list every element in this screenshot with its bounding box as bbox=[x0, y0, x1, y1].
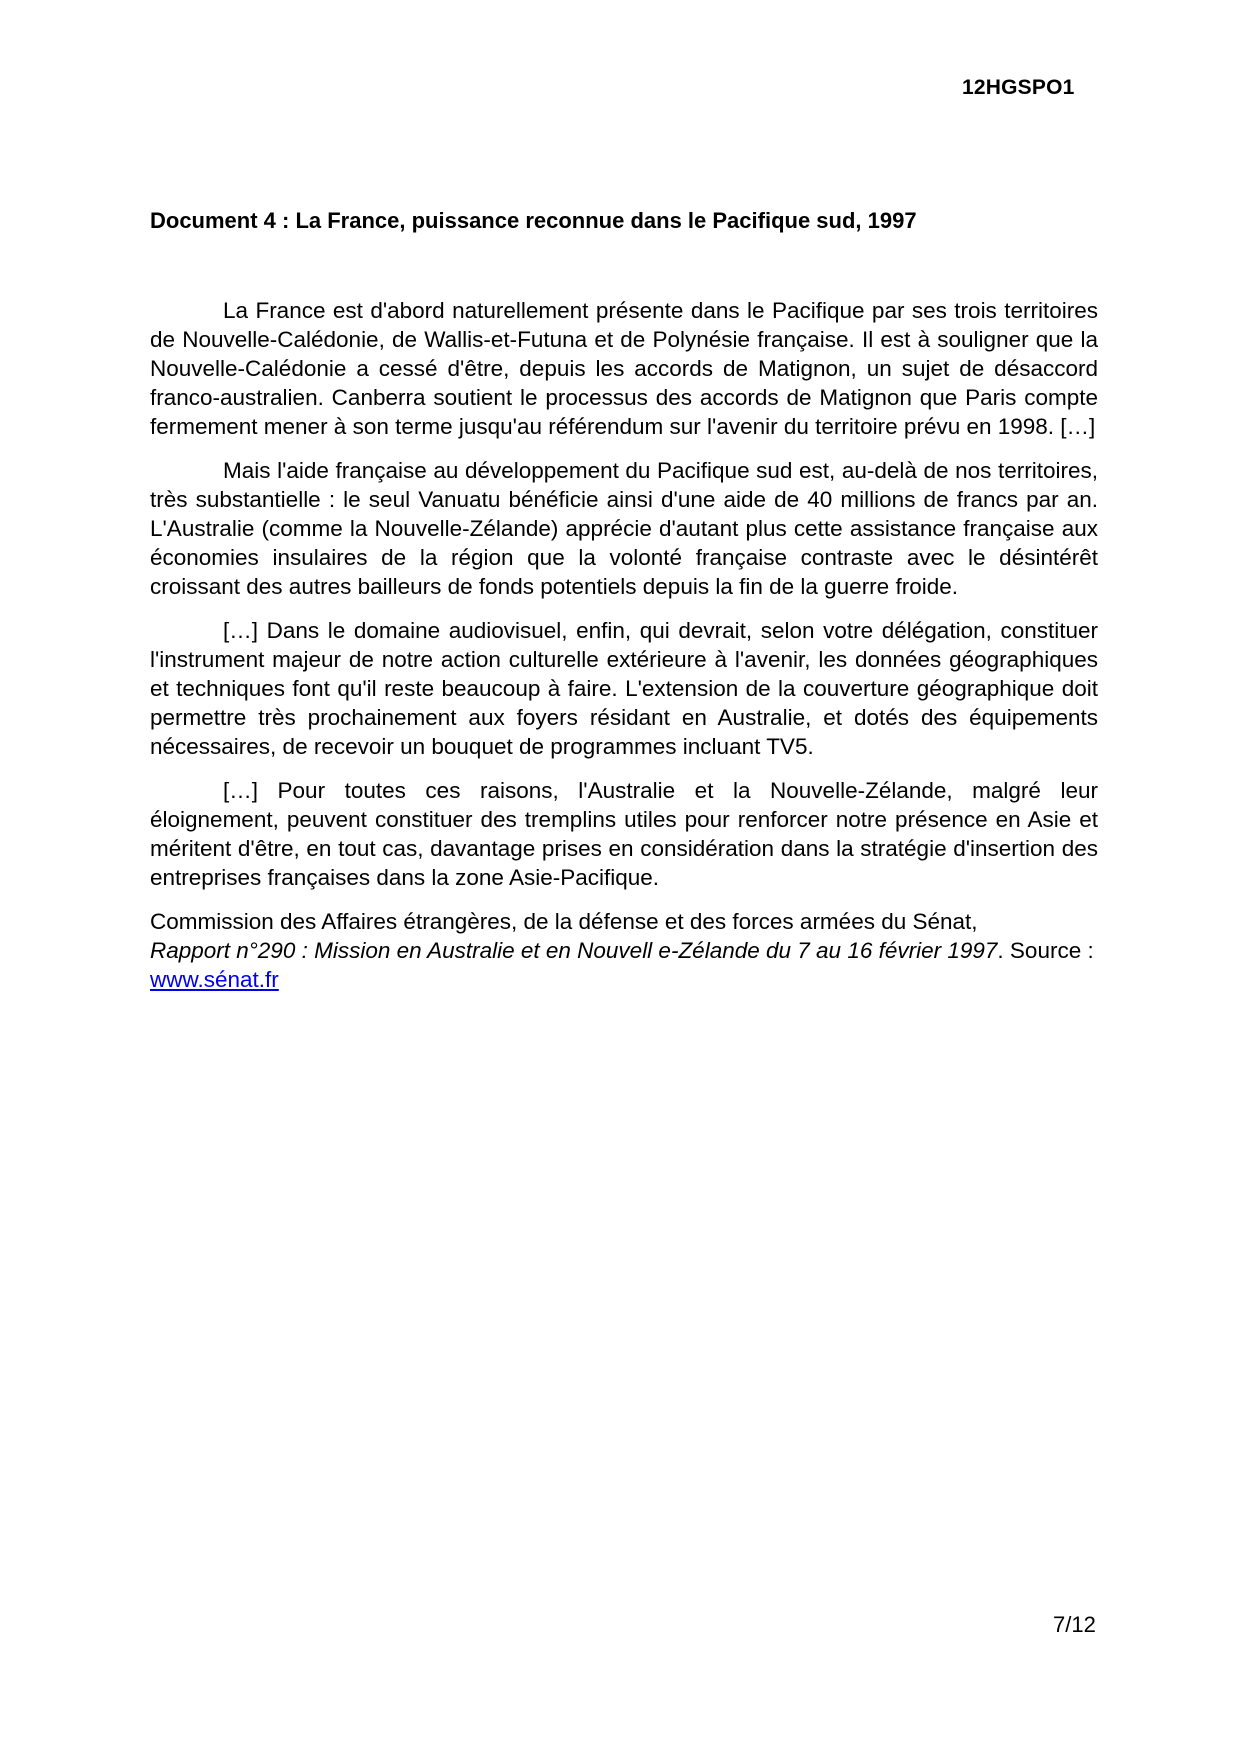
citation-report-title: Rapport n°290 : Mission en Australie et en Nouvell e-Zélande du 7 au 16 février 1997 bbox=[150, 938, 998, 963]
paragraph-2: Mais l'aide française au développement du Pacifique sud est, au-delà de nos territoires, très substantielle : le seul Vanuatu bénéficie ainsi d'une aide de 40 millions de francs par an. L'Australie (comme la Nouvelle-Zélande) apprécie d'autant plus cette assistance française aux économies insulaires de la région que la volonté française contraste avec le désintérêt croissant des autres bailleurs de fonds potentiels depuis la fin de la guerre froide. bbox=[150, 458, 1098, 599]
document-body bbox=[150, 296, 1098, 994]
paragraph-3: […] Dans le domaine audiovisuel, enfin, qui devrait, selon votre délégation, constituer l'instrument majeur de notre action culturelle extérieure à l'avenir, les données géographiques et techniques font qu'il reste beaucoup à faire. L'extension de la couverture géographique doit permettre très prochainement aux foyers résidant en Australie, et dotés des équipements nécessaires, de recevoir un bouquet de programmes incluant TV5. bbox=[150, 618, 1098, 759]
source-citation bbox=[150, 907, 1098, 994]
paragraph-4: […] Pour toutes ces raisons, l'Australie et la Nouvelle-Zélande, malgré leur éloignement, peuvent constituer des tremplins utiles pour renforcer notre présence en Asie et méritent d'être, en tout cas, davantage prises en considération dans la stratégie d'insertion des entreprises françaises dans la zone Asie-Pacifique. bbox=[150, 778, 1098, 890]
source-link[interactable]: www.sénat.fr bbox=[150, 967, 279, 992]
document-title: Document 4 : La France, puissance reconnue dans le Pacifique sud, 1997 bbox=[150, 208, 917, 233]
exam-code: 12HGSPO1 bbox=[962, 76, 1075, 99]
page-number: 7/12 bbox=[1053, 1612, 1096, 1637]
citation-source-prefix: . Source : bbox=[997, 938, 1094, 963]
paragraph-1: La France est d'abord naturellement présente dans le Pacifique par ses trois territoires de Nouvelle-Calédonie, de Wallis-et-Futuna et de Polynésie française. Il est à souligner que la Nouvelle-Calédonie a cessé d'être, depuis les accords de Matignon, un sujet de désaccord franco-australien. Canberra soutient le processus des accords de Matignon que Paris compte fermement mener à son terme jusqu'au référendum sur l'avenir du territoire prévu en 1998. […] bbox=[150, 298, 1098, 439]
citation-author: Commission des Affaires étrangères, de la défense et des forces armées du Sénat, bbox=[150, 909, 978, 934]
